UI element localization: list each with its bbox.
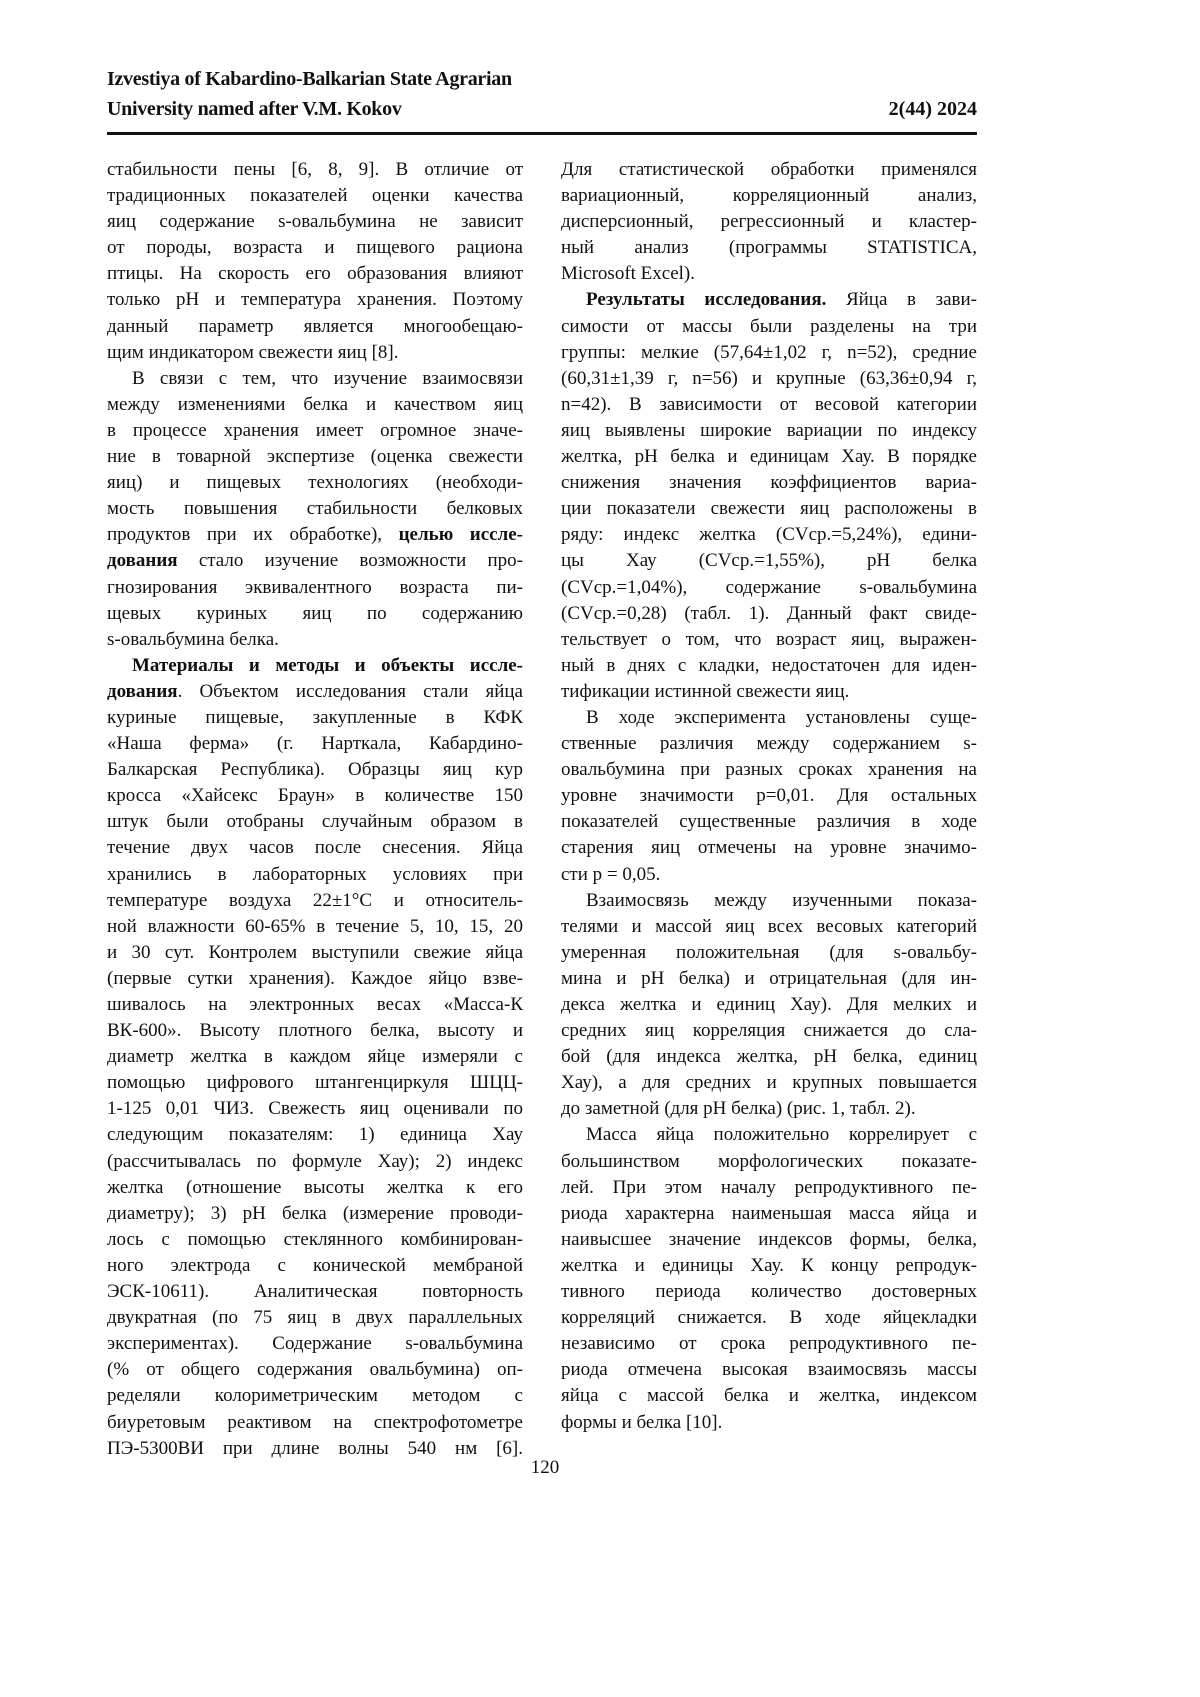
text-line: [561, 157, 977, 183]
header-rule: [107, 132, 977, 135]
text-line: [107, 575, 523, 601]
text-line: [107, 470, 523, 496]
text-segment: Хау), а для средних и крупных повышается: [561, 1072, 977, 1093]
text-line: [561, 966, 977, 992]
text-line: [561, 705, 977, 731]
text-line: [561, 1383, 977, 1409]
text-segment: биуретовым реактивом на спектрофотометре: [107, 1412, 523, 1433]
text-segment: цы Хау (CVср.=1,55%), pH белка: [561, 550, 977, 571]
bold-text: целью иссле-: [399, 524, 523, 545]
text-segment: ной влажности 60-65% в течение 5, 10, 15, 20: [107, 916, 523, 937]
text-line: [561, 888, 977, 914]
text-line: [107, 940, 523, 966]
paragraph: [561, 888, 977, 1123]
text-segment: тификации истинной свежести яиц.: [561, 681, 849, 702]
text-line: [107, 679, 523, 705]
text-segment: температуре воздуха 22±1°C и относитель-: [107, 890, 523, 911]
text-segment: от породы, возраста и пищевого рациона: [107, 237, 523, 258]
text-segment: ВК-600». Высоту плотного белка, высоту и: [107, 1020, 523, 1041]
text-segment: ЭСК-10611). Аналитическая повторность: [107, 1281, 523, 1302]
text-segment: течение двух часов после снесения. Яйца: [107, 837, 523, 858]
text-line: [107, 1070, 523, 1096]
text-line: [107, 418, 523, 444]
text-line: [107, 705, 523, 731]
text-line: [561, 548, 977, 574]
text-segment: риода отмечена высокая взаимосвязь массы: [561, 1359, 977, 1380]
text-line: [107, 496, 523, 522]
text-line: [107, 731, 523, 757]
text-segment: птицы. На скорость его образования влияют: [107, 263, 523, 284]
text-segment: только pH и температура хранения. Поэтому: [107, 289, 523, 310]
text-line: [561, 522, 977, 548]
text-segment: ный анализ (программы STATISTICA,: [561, 237, 977, 258]
text-line: [107, 601, 523, 627]
journal-title-line2: University named after V.M. Kokov: [107, 98, 402, 121]
text-line: [107, 209, 523, 235]
text-line: [561, 1279, 977, 1305]
paragraph: [561, 287, 977, 705]
text-segment: (CVср.=1,04%), содержание s-овальбумина: [561, 577, 977, 598]
text-segment: большинством морфологических показате-: [561, 1151, 977, 1172]
text-line: [561, 575, 977, 601]
text-line: [561, 783, 977, 809]
text-segment: ределяли колориметрическим методом с: [107, 1385, 523, 1406]
text-segment: Взаимосвязь между изученными показа-: [586, 890, 977, 911]
text-segment: яиц содержание s-овальбумина не зависит: [107, 211, 523, 232]
text-line: [561, 1122, 977, 1148]
text-line: [107, 287, 523, 313]
text-line: [107, 548, 523, 574]
text-segment: лей. При этом началу репродуктивного пе-: [561, 1177, 977, 1198]
text-segment: 1-125 0,01 ЧИЗ. Свежесть яиц оценивали по: [107, 1098, 523, 1119]
paragraph: [561, 705, 977, 888]
text-line: [561, 340, 977, 366]
bold-text: дования: [107, 681, 178, 702]
text-line: [561, 940, 977, 966]
text-line: [107, 235, 523, 261]
text-line: [107, 627, 523, 653]
text-line: [561, 1175, 977, 1201]
text-line: [107, 809, 523, 835]
text-segment: следующим показателям: 1) единица Хау: [107, 1124, 523, 1145]
text-line: [561, 1253, 977, 1279]
bold-text: Материалы и методы и объекты иссле-: [132, 655, 523, 676]
text-segment: наивысшее значение индексов формы, белка,: [561, 1229, 977, 1250]
text-segment: мость повышения стабильности белковых: [107, 498, 523, 519]
text-segment: телями и массой яиц всех весовых категорий: [561, 916, 977, 937]
text-line: [107, 183, 523, 209]
text-segment: яйца с массой белка и желтка, индексом: [561, 1385, 977, 1406]
text-line: [107, 888, 523, 914]
text-segment: Яйца в зави-: [826, 289, 977, 310]
text-line: [107, 1149, 523, 1175]
text-segment: продуктов при их обработке),: [107, 524, 399, 545]
text-segment: показателей существенные различия в ходе: [561, 811, 977, 832]
paragraph: [107, 157, 523, 366]
text-line: [561, 366, 977, 392]
text-line: [107, 522, 523, 548]
page-number: 120: [0, 1457, 1090, 1479]
text-segment: желтка (отношение высоты желтка к его: [107, 1177, 523, 1198]
text-line: [107, 1175, 523, 1201]
text-line: [561, 418, 977, 444]
text-line: [107, 1018, 523, 1044]
paragraph: [107, 366, 523, 653]
text-segment: (первые сутки хранения). Каждое яйцо взве-: [107, 968, 523, 989]
text-segment: двукратная (по 75 яиц в двух параллельных: [107, 1307, 523, 1328]
text-segment: формы и белка [10].: [561, 1412, 722, 1433]
text-segment: в процессе хранения имеет огромное значе-: [107, 420, 523, 441]
text-line: [107, 783, 523, 809]
text-line: [107, 157, 523, 183]
left-column: [107, 157, 523, 1462]
text-segment: s-овальбумина белка.: [107, 629, 279, 650]
text-line: [107, 340, 523, 366]
text-line: [561, 1201, 977, 1227]
text-line: [107, 1201, 523, 1227]
text-segment: вариационный, корреляционный анализ,: [561, 185, 977, 206]
text-segment: ции показатели свежести яиц расположены в: [561, 498, 977, 519]
text-segment: овальбумина при разных сроках хранения на: [561, 759, 977, 780]
text-segment: яиц выявлены широкие вариации по индексу: [561, 420, 977, 441]
text-line: [107, 261, 523, 287]
text-segment: декса желтка и единиц Хау). Для мелких и: [561, 994, 977, 1015]
text-line: [561, 496, 977, 522]
text-segment: В ходе эксперимента установлены суще-: [586, 707, 977, 728]
text-line: [107, 862, 523, 888]
text-line: [561, 835, 977, 861]
text-segment: данный параметр является многообещаю-: [107, 316, 523, 337]
text-line: [107, 1331, 523, 1357]
text-segment: Балкарская Республика). Образцы яиц кур: [107, 759, 523, 780]
text-line: [561, 809, 977, 835]
text-line: [107, 1227, 523, 1253]
text-segment: и 30 сут. Контролем выступили свежие яйца: [107, 942, 523, 963]
text-line: [107, 1410, 523, 1436]
text-segment: хранились в лабораторных условиях при: [107, 864, 523, 885]
text-segment: группы: мелкие (57,64±1,02 г, n=52), средние: [561, 342, 977, 363]
text-segment: яиц) и пищевых технологиях (необходи-: [107, 472, 523, 493]
text-line: [107, 914, 523, 940]
text-line: [107, 1044, 523, 1070]
text-segment: ный в днях с кладки, недостаточен для иден-: [561, 655, 977, 676]
text-line: [561, 1070, 977, 1096]
text-segment: уровне значимости p=0,01. Для остальных: [561, 785, 977, 806]
text-segment: шивалось на электронных весах «Масса-К: [107, 994, 523, 1015]
text-segment: умеренная положительная (для s-овальбу-: [561, 942, 977, 963]
text-segment: снижения значения коэффициентов вариа-: [561, 472, 977, 493]
text-segment: тельствует о том, что возраст яиц, выражен-: [561, 629, 977, 650]
text-segment: куриные пищевые, закупленные в КФК: [107, 707, 523, 728]
text-line: [107, 314, 523, 340]
text-segment: дисперсионный, регрессионный и кластер-: [561, 211, 977, 232]
text-line: [561, 261, 977, 287]
bold-text: дования: [107, 550, 178, 571]
text-segment: (60,31±1,39 г, n=56) и крупные (63,36±0,94 г,: [561, 368, 977, 389]
paragraph: [561, 157, 977, 287]
text-line: [107, 1096, 523, 1122]
text-segment: щим индикатором свежести яиц [8].: [107, 342, 399, 363]
text-segment: симости от массы были разделены на три: [561, 316, 977, 337]
text-line: [107, 992, 523, 1018]
text-segment: тивного периода количество достоверных: [561, 1281, 977, 1302]
text-line: [561, 1149, 977, 1175]
text-segment: Microsoft Excel).: [561, 263, 695, 284]
text-segment: старения яиц отмечены на уровне значимо-: [561, 837, 977, 858]
text-segment: Для статистической обработки применялся: [561, 159, 977, 180]
text-segment: Масса яйца положительно коррелирует с: [586, 1124, 977, 1145]
text-segment: средних яиц корреляция снижается до сла-: [561, 1020, 977, 1041]
text-segment: диаметр желтка в каждом яйце измеряли с: [107, 1046, 523, 1067]
text-line: [107, 1253, 523, 1279]
text-segment: ние в товарной экспертизе (оценка свежести: [107, 446, 523, 467]
text-line: [561, 287, 977, 313]
text-segment: (рассчитывалась по формуле Хау); 2) индекс: [107, 1151, 523, 1172]
text-segment: риода характерна наименьшая масса яйца и: [561, 1203, 977, 1224]
text-line: [107, 966, 523, 992]
text-segment: желтка, pH белка и единицам Хау. В порядке: [561, 446, 977, 467]
text-segment: стабильности пены [6, 8, 9]. В отличие от: [107, 159, 523, 180]
text-line: [107, 757, 523, 783]
text-line: [561, 1331, 977, 1357]
text-segment: щевых куриных яиц по содержанию: [107, 603, 523, 624]
text-segment: желтка и единицы Хау. К концу репродук-: [561, 1255, 977, 1276]
text-segment: мина и pH белка) и отрицательная (для ин-: [561, 968, 977, 989]
text-segment: гнозирования эквивалентного возраста пи-: [107, 577, 523, 598]
text-segment: . Объектом исследования стали яйца: [178, 681, 523, 702]
text-segment: штук были отобраны случайным образом в: [107, 811, 523, 832]
text-segment: лось с помощью стеклянного комбинирован-: [107, 1229, 523, 1250]
text-line: [561, 444, 977, 470]
paragraph: [107, 653, 523, 1462]
text-segment: экспериментах). Содержание s-овальбумина: [107, 1333, 523, 1354]
text-line: [561, 679, 977, 705]
text-segment: помощью цифрового штангенциркуля ШЦЦ-: [107, 1072, 523, 1093]
right-column: [561, 157, 977, 1436]
text-segment: ственные различия между содержанием s-: [561, 733, 977, 754]
text-segment: кросса «Хайсекс Браун» в количестве 150: [107, 785, 523, 806]
text-line: [561, 183, 977, 209]
text-line: [107, 1279, 523, 1305]
text-line: [107, 1357, 523, 1383]
text-line: [107, 1305, 523, 1331]
text-segment: ного электрода с конической мембраной: [107, 1255, 523, 1276]
text-segment: между изменениями белка и качеством яиц: [107, 394, 523, 415]
text-segment: стало изучение возможности про-: [178, 550, 523, 571]
text-line: [561, 235, 977, 261]
text-segment: В связи с тем, что изучение взаимосвязи: [132, 368, 523, 389]
text-line: [561, 1305, 977, 1331]
text-line: [561, 1018, 977, 1044]
text-line: [107, 444, 523, 470]
text-segment: «Наша ферма» (г. Нарткала, Кабардино-: [107, 733, 523, 754]
text-line: [107, 1383, 523, 1409]
text-line: [561, 601, 977, 627]
text-line: [561, 914, 977, 940]
text-line: [561, 627, 977, 653]
text-line: [561, 757, 977, 783]
text-line: [107, 653, 523, 679]
text-line: [561, 1227, 977, 1253]
text-line: [107, 1122, 523, 1148]
text-line: [561, 1044, 977, 1070]
journal-title-line1: Izvestiya of Kabardino-Balkarian State Agrarian: [107, 68, 512, 91]
issue-number: 2(44) 2024: [889, 98, 977, 121]
text-segment: сти p = 0,05.: [561, 864, 660, 885]
text-segment: ПЭ-5300ВИ при длине волны 540 нм [6].: [107, 1438, 523, 1459]
text-line: [561, 1357, 977, 1383]
text-segment: диаметру); 3) pH белка (измерение проводи-: [107, 1203, 523, 1224]
text-line: [561, 653, 977, 679]
text-segment: корреляций снижается. В ходе яйцекладки: [561, 1307, 977, 1328]
paragraph: [561, 1122, 977, 1435]
text-line: [561, 862, 977, 888]
text-line: [561, 731, 977, 757]
text-segment: бой (для индекса желтка, pH белка, единиц: [561, 1046, 977, 1067]
text-line: [561, 470, 977, 496]
text-segment: до заметной (для pH белка) (рис. 1, табл. 2).: [561, 1098, 916, 1119]
text-line: [561, 392, 977, 418]
text-line: [561, 209, 977, 235]
text-line: [561, 314, 977, 340]
text-segment: независимо от срока репродуктивного пе-: [561, 1333, 977, 1354]
bold-text: Результаты исследования.: [586, 289, 826, 310]
text-line: [561, 1410, 977, 1436]
text-line: [107, 366, 523, 392]
text-segment: (% от общего содержания овальбумина) оп-: [107, 1359, 523, 1380]
text-segment: (CVср.=0,28) (табл. 1). Данный факт свиде-: [561, 603, 977, 624]
text-line: [561, 992, 977, 1018]
text-line: [561, 1096, 977, 1122]
text-line: [107, 392, 523, 418]
text-segment: ряду: индекс желтка (CVср.=5,24%), едини-: [561, 524, 977, 545]
text-segment: традиционных показателей оценки качества: [107, 185, 523, 206]
text-line: [107, 835, 523, 861]
text-segment: n=42). В зависимости от весовой категории: [561, 394, 977, 415]
